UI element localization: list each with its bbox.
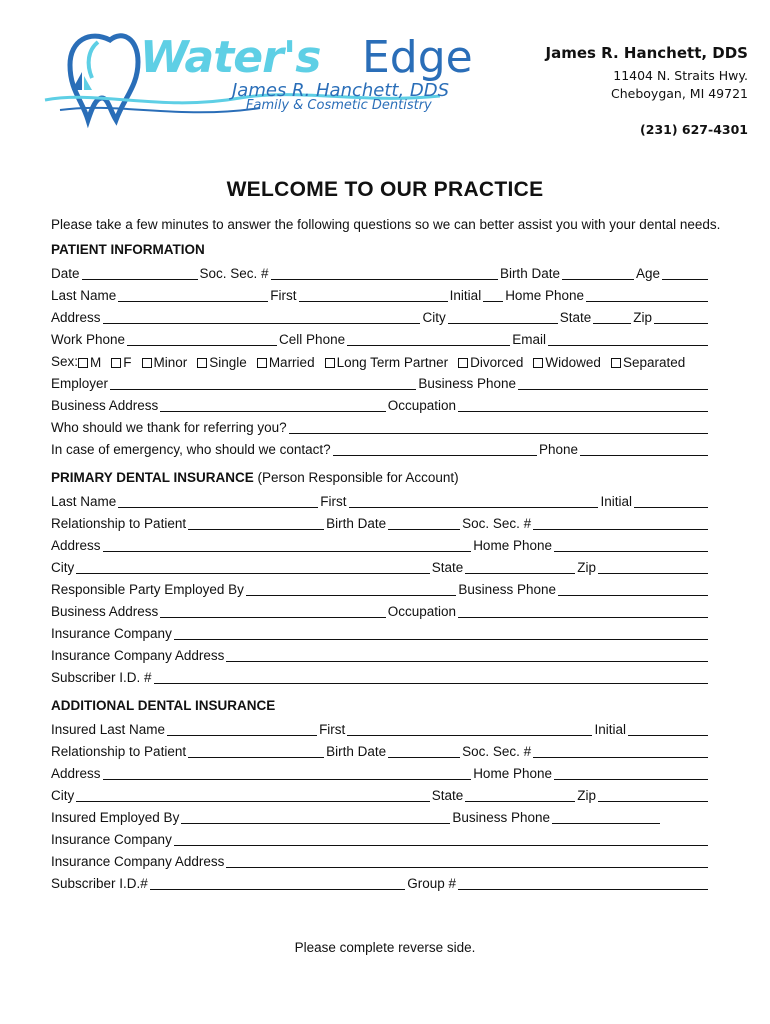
patient-row-3 (51, 308, 710, 326)
logo-doctor-name: James R. Hanchett, DDS (232, 80, 450, 101)
primary-insurance-company-label: Insurance Company (51, 626, 172, 641)
additional-row-5 (51, 808, 710, 826)
first-label: First (270, 288, 297, 303)
email-label: Email (512, 332, 546, 347)
additional-insurance-company-address-label: Insurance Company Address (51, 854, 225, 869)
additional-address-label: Address (51, 766, 101, 781)
primary-first-field[interactable] (349, 493, 599, 508)
primary-occupation-label: Occupation (387, 604, 456, 619)
additional-insurance-company-label: Insurance Company (51, 832, 172, 847)
birth-date-field[interactable] (562, 265, 634, 280)
patient-row-employer (51, 374, 710, 392)
primary-subscriber-id-label: Subscriber I.D. # (51, 670, 152, 685)
primary-insurance-company-field[interactable] (174, 625, 708, 640)
primary-row-7 (51, 624, 710, 642)
referral-label: Who should we thank for referring you? (51, 420, 287, 435)
primary-home-phone-field[interactable] (554, 537, 708, 552)
additional-home-phone-label: Home Phone (473, 766, 552, 781)
address-label: Address (51, 310, 101, 325)
primary-zip-field[interactable] (598, 559, 708, 574)
logo-word-edge: Edge (362, 32, 473, 83)
primary-home-phone-label: Home Phone (473, 538, 552, 553)
additional-initial-label: Initial (594, 722, 626, 737)
checkbox[interactable] (197, 358, 207, 368)
sex-option-female[interactable]: F (111, 355, 131, 370)
work-phone-label: Work Phone (51, 332, 126, 347)
additional-last-name-field[interactable] (167, 721, 317, 736)
patient-row-referral (51, 418, 710, 436)
checkbox[interactable] (611, 358, 621, 368)
additional-soc-sec-label: Soc. Sec. # (462, 744, 532, 759)
additional-birth-date-field[interactable] (388, 743, 460, 758)
referral-field[interactable] (289, 419, 708, 434)
primary-city-field[interactable] (76, 559, 429, 574)
primary-insurance-company-address-field[interactable] (226, 647, 708, 662)
address-line-1: 11404 N. Straits Hwy. (613, 68, 748, 83)
additional-row-3 (51, 764, 710, 782)
additional-first-label: First (319, 722, 346, 737)
additional-address-field[interactable] (103, 765, 472, 780)
initial-label: Initial (449, 288, 482, 303)
additional-relationship-label: Relationship to Patient (51, 744, 187, 759)
address-field[interactable] (103, 309, 421, 324)
additional-city-label: City (51, 788, 75, 803)
patient-info-heading: PATIENT INFORMATION (51, 242, 205, 257)
additional-state-field[interactable] (465, 787, 575, 802)
status-option-married[interactable]: Married (257, 355, 315, 370)
additional-row-4 (51, 786, 710, 804)
primary-row-3 (51, 536, 710, 554)
initial-field[interactable] (483, 287, 503, 302)
additional-first-field[interactable] (347, 721, 592, 736)
additional-city-field[interactable] (76, 787, 429, 802)
status-option-minor[interactable]: Minor (142, 355, 188, 370)
practice-phone: (231) 627-4301 (640, 122, 748, 137)
page-title: WELCOME TO OUR PRACTICE (226, 178, 544, 201)
birth-date-label: Birth Date (499, 266, 560, 281)
city-label: City (422, 310, 446, 325)
emergency-phone-field[interactable] (580, 441, 708, 456)
primary-last-name-label: Last Name (51, 494, 117, 509)
primary-relationship-field[interactable] (188, 515, 324, 530)
primary-business-phone-field[interactable] (558, 581, 708, 596)
additional-row-6 (51, 830, 710, 848)
additional-state-label: State (431, 788, 464, 803)
primary-birth-date-field[interactable] (388, 515, 460, 530)
additional-business-phone-label: Business Phone (452, 810, 550, 825)
business-phone-field[interactable] (518, 375, 708, 390)
age-field[interactable] (662, 265, 708, 280)
emergency-label: In case of emergency, who should we contact? (51, 442, 331, 457)
date-label: Date (51, 266, 80, 281)
age-label: Age (635, 266, 660, 281)
cell-phone-field[interactable] (347, 331, 510, 346)
first-field[interactable] (299, 287, 448, 302)
home-phone-field[interactable] (586, 287, 708, 302)
emergency-phone-label: Phone (538, 442, 578, 457)
primary-initial-field[interactable] (634, 493, 708, 508)
primary-address-field[interactable] (103, 537, 472, 552)
home-phone-label: Home Phone (505, 288, 584, 303)
patient-row-4 (51, 330, 710, 348)
footer-note: Please complete reverse side. (294, 940, 476, 955)
soc-sec-label: Soc. Sec. # (199, 266, 269, 281)
business-address-label: Business Address (51, 398, 159, 413)
additional-group-label: Group # (407, 876, 456, 891)
checkbox[interactable] (111, 358, 121, 368)
soc-sec-field[interactable] (271, 265, 498, 280)
address-line-2: Cheboygan, MI 49721 (611, 86, 748, 101)
status-option-single[interactable]: Single (197, 355, 247, 370)
additional-subscriber-id-field[interactable] (150, 875, 405, 890)
checkbox[interactable] (257, 358, 267, 368)
primary-first-label: First (320, 494, 347, 509)
primary-row-8 (51, 646, 710, 664)
additional-subscriber-id-label: Subscriber I.D.# (51, 876, 148, 891)
additional-row-2 (51, 742, 710, 760)
additional-insurance-heading: ADDITIONAL DENTAL INSURANCE (51, 698, 276, 713)
primary-soc-sec-field[interactable] (533, 515, 708, 530)
primary-address-label: Address (51, 538, 101, 553)
primary-row-1 (51, 492, 710, 510)
additional-last-name-label: Insured Last Name (51, 722, 166, 737)
primary-birth-date-label: Birth Date (326, 516, 387, 531)
checkbox[interactable] (533, 358, 543, 368)
additional-relationship-field[interactable] (188, 743, 324, 758)
primary-occupation-field[interactable] (458, 603, 708, 618)
occupation-field[interactable] (458, 397, 708, 412)
additional-row-7 (51, 852, 710, 870)
checkbox[interactable] (78, 358, 88, 368)
additional-employed-by-field[interactable] (181, 809, 450, 824)
primary-insurance-heading (51, 470, 459, 485)
logo-word-waters: Water's (140, 32, 321, 83)
checkbox[interactable] (142, 358, 152, 368)
patient-row-1 (51, 264, 710, 282)
primary-subscriber-id-field[interactable] (154, 669, 708, 684)
additional-insurance-company-address-field[interactable] (226, 853, 708, 868)
primary-business-address-label: Business Address (51, 604, 159, 619)
primary-row-9 (51, 668, 710, 686)
checkbox[interactable] (325, 358, 335, 368)
status-option-divorced[interactable]: Divorced (458, 355, 523, 370)
business-phone-label: Business Phone (418, 376, 516, 391)
primary-last-name-field[interactable] (118, 493, 318, 508)
primary-employed-by-label: Responsible Party Employed By (51, 582, 244, 597)
patient-row-business-address (51, 396, 710, 414)
status-option-separated[interactable]: Separated (611, 355, 685, 370)
additional-home-phone-field[interactable] (554, 765, 708, 780)
primary-insurance-title: PRIMARY DENTAL INSURANCE (51, 470, 254, 485)
additional-initial-field[interactable] (628, 721, 708, 736)
email-field[interactable] (548, 331, 708, 346)
primary-state-label: State (431, 560, 464, 575)
patient-status-row (51, 352, 710, 370)
additional-group-field[interactable] (458, 875, 708, 890)
state-field[interactable] (593, 309, 631, 324)
occupation-label: Occupation (387, 398, 456, 413)
primary-initial-label: Initial (600, 494, 632, 509)
additional-birth-date-label: Birth Date (326, 744, 387, 759)
date-field[interactable] (82, 265, 198, 280)
status-option-long-term-partner[interactable]: Long Term Partner (325, 355, 449, 370)
additional-row-8 (51, 874, 710, 892)
primary-relationship-label: Relationship to Patient (51, 516, 187, 531)
logo-tagline: Family & Cosmetic Dentistry (246, 98, 432, 113)
employer-label: Employer (51, 376, 109, 391)
primary-state-field[interactable] (465, 559, 575, 574)
additional-zip-label: Zip (577, 788, 596, 803)
employer-field[interactable] (110, 375, 416, 390)
zip-label: Zip (633, 310, 652, 325)
status-option-widowed[interactable]: Widowed (533, 355, 601, 370)
primary-row-4 (51, 558, 710, 576)
state-label: State (559, 310, 592, 325)
primary-row-6 (51, 602, 710, 620)
additional-business-phone-field[interactable] (552, 809, 660, 824)
city-field[interactable] (448, 309, 558, 324)
primary-employed-by-field[interactable] (246, 581, 457, 596)
primary-business-address-field[interactable] (160, 603, 385, 618)
last-name-field[interactable] (118, 287, 268, 302)
checkbox[interactable] (458, 358, 468, 368)
additional-soc-sec-field[interactable] (533, 743, 708, 758)
sex-label: Sex: (51, 354, 79, 369)
additional-insurance-company-field[interactable] (174, 831, 708, 846)
primary-insurance-note: (Person Responsible for Account) (257, 470, 459, 485)
business-address-field[interactable] (160, 397, 385, 412)
patient-row-emergency (51, 440, 710, 458)
cell-phone-label: Cell Phone (279, 332, 346, 347)
primary-row-5 (51, 580, 710, 598)
zip-field[interactable] (654, 309, 708, 324)
primary-city-label: City (51, 560, 75, 575)
primary-zip-label: Zip (577, 560, 596, 575)
additional-zip-field[interactable] (598, 787, 708, 802)
primary-row-2 (51, 514, 710, 532)
primary-soc-sec-label: Soc. Sec. # (462, 516, 532, 531)
primary-insurance-company-address-label: Insurance Company Address (51, 648, 225, 663)
additional-row-1 (51, 720, 710, 738)
work-phone-field[interactable] (127, 331, 277, 346)
sex-option-male[interactable]: M (78, 355, 101, 370)
patient-row-2 (51, 286, 710, 304)
last-name-label: Last Name (51, 288, 117, 303)
emergency-contact-field[interactable] (333, 441, 537, 456)
primary-business-phone-label: Business Phone (458, 582, 556, 597)
intro-text: Please take a few minutes to answer the following questions so we can better assist you with your dental needs. (51, 217, 721, 232)
doctor-name: James R. Hanchett, DDS (545, 44, 748, 62)
additional-employed-by-label: Insured Employed By (51, 810, 180, 825)
